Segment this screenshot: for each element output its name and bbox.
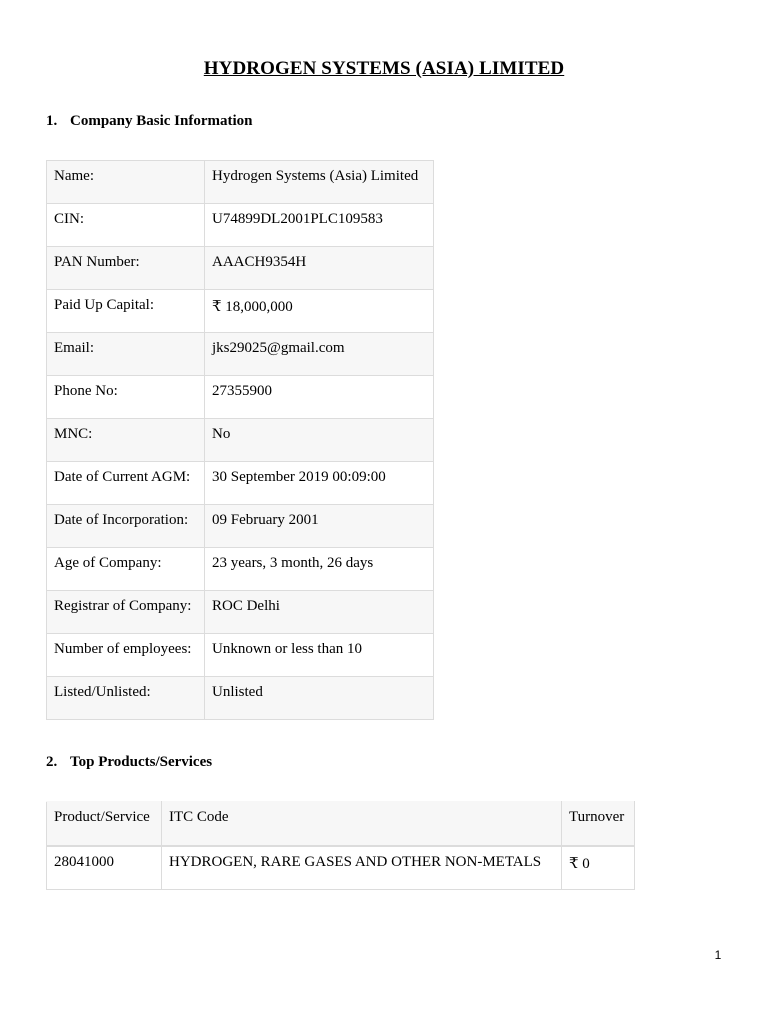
table-row — [47, 290, 434, 333]
table-row — [47, 846, 635, 890]
info-value: 23 years, 3 month, 26 days — [205, 548, 434, 591]
table-row — [47, 505, 434, 548]
section-title: Company Basic Information — [70, 113, 253, 129]
company-info-table — [46, 160, 434, 720]
info-value: 30 September 2019 00:09:00 — [205, 462, 434, 505]
table-header-row — [47, 802, 635, 846]
turnover-cell: ₹ 0 — [562, 846, 635, 890]
info-value: 27355900 — [205, 376, 434, 419]
section-title: Top Products/Services — [70, 754, 213, 770]
info-value: AAACH9354H — [205, 247, 434, 290]
table-row — [47, 462, 434, 505]
info-label: Paid Up Capital: — [47, 290, 205, 333]
info-value: U74899DL2001PLC109583 — [205, 204, 434, 247]
table-row — [47, 419, 434, 462]
info-label: Name: — [47, 161, 205, 204]
info-value: ₹ 18,000,000 — [205, 290, 434, 333]
table-row — [47, 247, 434, 290]
section-heading-products — [46, 754, 212, 771]
table-row — [47, 333, 434, 376]
info-value: No — [205, 419, 434, 462]
info-label: Phone No: — [47, 376, 205, 419]
info-label: Email: — [47, 333, 205, 376]
info-value: jks29025@gmail.com — [205, 333, 434, 376]
table-row — [47, 161, 434, 204]
table-row — [47, 376, 434, 419]
itc-code-cell: HYDROGEN, RARE GASES AND OTHER NON-METALS — [162, 846, 562, 890]
info-value: ROC Delhi — [205, 591, 434, 634]
info-label: Listed/Unlisted: — [47, 677, 205, 720]
section-heading-basic-info — [46, 113, 253, 130]
info-label: Registrar of Company: — [47, 591, 205, 634]
section-number: 1. — [46, 113, 58, 129]
table-row — [47, 204, 434, 247]
page-number: 1 — [714, 948, 722, 962]
column-header: Turnover — [562, 802, 635, 846]
info-label: MNC: — [47, 419, 205, 462]
table-row — [47, 634, 434, 677]
info-value: Hydrogen Systems (Asia) Limited — [205, 161, 434, 204]
info-value: Unlisted — [205, 677, 434, 720]
column-header: Product/Service — [47, 802, 162, 846]
column-header: ITC Code — [162, 802, 562, 846]
table-row — [47, 591, 434, 634]
section-number: 2. — [46, 754, 58, 770]
info-label: CIN: — [47, 204, 205, 247]
product-code-cell: 28041000 — [47, 846, 162, 890]
table-row — [47, 548, 434, 591]
info-label: Number of employees: — [47, 634, 205, 677]
document-title: HYDROGEN SYSTEMS (ASIA) LIMITED — [203, 58, 565, 79]
info-label: Date of Incorporation: — [47, 505, 205, 548]
table-row — [47, 677, 434, 720]
info-value: 09 February 2001 — [205, 505, 434, 548]
info-label: PAN Number: — [47, 247, 205, 290]
info-label: Date of Current AGM: — [47, 462, 205, 505]
info-value: Unknown or less than 10 — [205, 634, 434, 677]
info-label: Age of Company: — [47, 548, 205, 591]
products-table — [46, 801, 635, 890]
